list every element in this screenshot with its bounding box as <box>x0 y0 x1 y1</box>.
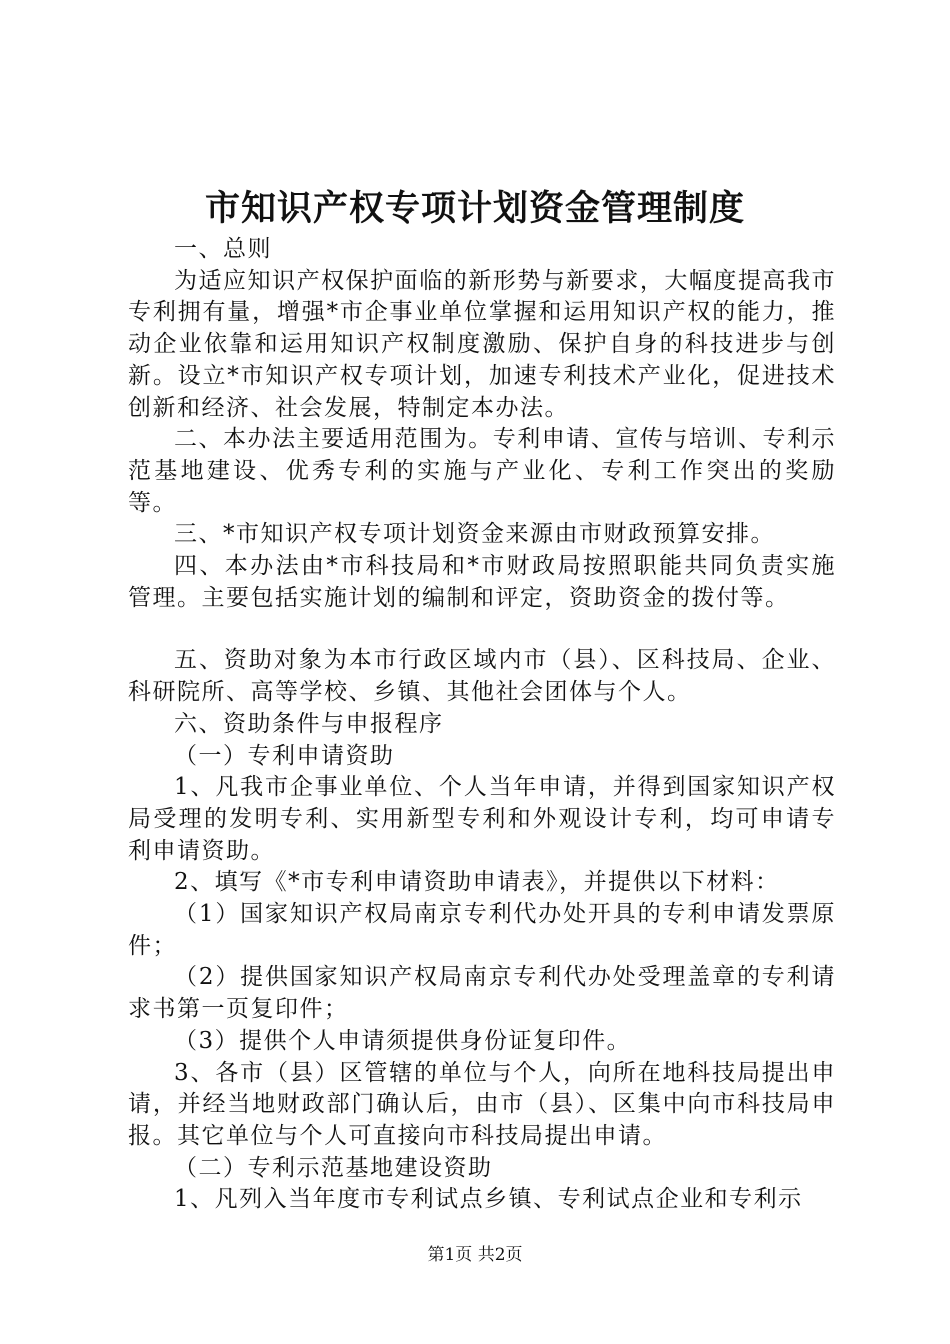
subsection-heading-patent-application: （一）专利申请资助 <box>174 742 395 769</box>
paragraph-material-2: （2）提供国家知识产权局南京专利代办处受理盖章的专利请求书第一页复印件； <box>128 964 836 1023</box>
paragraph-scope: 二、本办法主要适用范围为。专利申请、宣传与培训、专利示范基地建设、优秀专利的实施与产业化、专利工作突出的奖励等。 <box>128 426 836 516</box>
section-heading-conditions: 六、资助条件与申报程序 <box>174 710 444 737</box>
paragraph-funding-targets: 五、资助对象为本市行政区域内市（县）、区科技局、企业、科研院所、高等学校、乡镇、其他社会团体与个人。 <box>128 647 836 706</box>
subsection-heading-demo-base: （二）专利示范基地建设资助 <box>174 1154 493 1181</box>
paragraph-funding-source: 三、*市知识产权专项计划资金来源由市财政预算安排。 <box>174 521 775 548</box>
paragraph-demo-item-1: 1、凡列入当年度市专利试点乡镇、专利试点企业和专利示 <box>174 1186 803 1213</box>
paragraph-purpose: 为适应知识产权保护面临的新形势与新要求，大幅度提高我市专利拥有量，增强*市企事业单位掌握和运用知识产权的能力，推动企业依靠和运用知识产权制度激励、保护自身的科技进步与创新。设立*市知识产权专项计划，加速专利技术产业化，促进技术创新和经济、社会发展，特制定本办法。 <box>128 267 836 421</box>
paragraph-item-1: 1、凡我市企事业单位、个人当年申请，并得到国家知识产权局受理的发明专利、实用新型专利和外观设计专利，均可申请专利申请资助。 <box>128 774 836 864</box>
paragraph-management: 四、本办法由*市科技局和*市财政局按照职能共同负责实施管理。主要包括实施计划的编制和评定，资助资金的拨付等。 <box>128 553 836 611</box>
document-body <box>128 234 836 1216</box>
paragraph-item-3: 3、各市（县）区管辖的单位与个人，向所在地科技局提出申请，并经当地财政部门确认后，由市（县）、区集中向市科技局申报。其它单位与个人可直接向市科技局提出申请。 <box>128 1059 836 1149</box>
paragraph-item-2: 2、填写《*市专利申请资助申请表》，并提供以下材料： <box>174 869 780 896</box>
document-title: 市知识产权专项计划资金管理制度 <box>204 188 745 229</box>
section-heading-general: 一、总则 <box>174 236 272 262</box>
paragraph-material-1: （1）国家知识产权局南京专利代办处开具的专利申请发票原件； <box>128 901 836 959</box>
paragraph-material-3: （3）提供个人申请须提供身份证复印件。 <box>174 1027 632 1054</box>
page-number-footer: 第1页 共2页 <box>427 1245 523 1265</box>
